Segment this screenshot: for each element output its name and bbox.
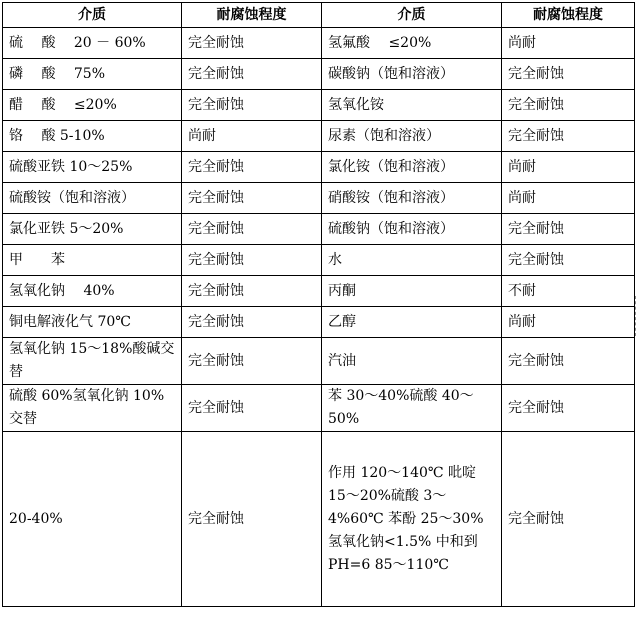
- resistance-cell: 完全耐蚀: [502, 245, 635, 276]
- header-medium-2: 介质: [322, 3, 502, 28]
- resistance-cell: 完全耐蚀: [502, 385, 635, 432]
- medium-cell: 20-40%: [3, 432, 182, 607]
- medium-cell: 氢氧化铵: [322, 90, 502, 121]
- resistance-cell: 尚耐: [182, 121, 322, 152]
- resistance-cell: 完全耐蚀: [502, 90, 635, 121]
- medium-cell: 硝酸铵（饱和溶液）: [322, 183, 502, 214]
- resistance-cell: 完全耐蚀: [502, 338, 635, 385]
- table-row: [3, 183, 635, 214]
- resistance-cell: 完全耐蚀: [182, 276, 322, 307]
- resistance-cell: 尚耐: [502, 28, 635, 59]
- resistance-cell: 完全耐蚀: [502, 432, 635, 607]
- medium-cell: 作用 120～140℃ 吡啶 15～20%硫酸 3～4%60℃ 苯酚 25～30%氢氧化钠<1.5% 中和到 PH=6 85～110℃: [322, 432, 502, 607]
- resistance-cell: 完全耐蚀: [502, 121, 635, 152]
- resistance-cell: 完全耐蚀: [182, 90, 322, 121]
- table-row: [3, 59, 635, 90]
- medium-cell: 铜电解液化气 70℃: [3, 307, 182, 338]
- header-row: [3, 3, 635, 28]
- medium-cell: 汽油: [322, 338, 502, 385]
- resistance-cell: 完全耐蚀: [182, 28, 322, 59]
- table-row: [3, 245, 635, 276]
- table-row: [3, 152, 635, 183]
- table-row: [3, 28, 635, 59]
- header-resistance-2: 耐腐蚀程度: [502, 3, 635, 28]
- medium-cell: 氢氧化钠 40%: [3, 276, 182, 307]
- header-medium-1: 介质: [3, 3, 182, 28]
- resistance-cell: 尚耐: [502, 183, 635, 214]
- medium-cell: 碳酸钠（饱和溶液）: [322, 59, 502, 90]
- medium-cell: 尿素（饱和溶液）: [322, 121, 502, 152]
- medium-cell: 铬 酸 5-10%: [3, 121, 182, 152]
- corrosion-resistance-table: [2, 2, 635, 607]
- table-row: [3, 214, 635, 245]
- resistance-cell: 完全耐蚀: [182, 214, 322, 245]
- table-row: [3, 432, 635, 607]
- medium-cell: 氯化铵（饱和溶液）: [322, 152, 502, 183]
- resistance-cell: 完全耐蚀: [182, 183, 322, 214]
- medium-cell: 甲 苯: [3, 245, 182, 276]
- resistance-cell: 尚耐: [502, 152, 635, 183]
- header-resistance-1: 耐腐蚀程度: [182, 3, 322, 28]
- resistance-cell: 完全耐蚀: [182, 432, 322, 607]
- medium-cell: 硫酸 60%氢氧化钠 10%交替: [3, 385, 182, 432]
- medium-cell: 水: [322, 245, 502, 276]
- medium-cell: 乙醇: [322, 307, 502, 338]
- table-row: [3, 338, 635, 385]
- table-row: [3, 307, 635, 338]
- medium-cell: 硫酸亚铁 10～25%: [3, 152, 182, 183]
- resistance-cell: 完全耐蚀: [182, 307, 322, 338]
- resistance-cell: 完全耐蚀: [502, 59, 635, 90]
- table-row: [3, 385, 635, 432]
- table-row: [3, 90, 635, 121]
- medium-cell: 硫 酸 20 － 60%: [3, 28, 182, 59]
- resistance-cell: 完全耐蚀: [502, 214, 635, 245]
- resistance-cell: 完全耐蚀: [182, 338, 322, 385]
- table-row: [3, 276, 635, 307]
- medium-cell: 醋 酸 ≤20%: [3, 90, 182, 121]
- medium-cell: 氯化亚铁 5～20%: [3, 214, 182, 245]
- resistance-cell: 不耐: [502, 276, 635, 307]
- medium-cell: 硫酸铵（饱和溶液）: [3, 183, 182, 214]
- medium-cell: 硫酸钠（饱和溶液）: [322, 214, 502, 245]
- medium-cell: 氢氧化钠 15～18%酸碱交替: [3, 338, 182, 385]
- resistance-cell: 完全耐蚀: [182, 245, 322, 276]
- medium-cell: 丙酮: [322, 276, 502, 307]
- resistance-cell: 尚耐: [502, 307, 635, 338]
- resistance-cell: 完全耐蚀: [182, 385, 322, 432]
- resistance-cell: 完全耐蚀: [182, 59, 322, 90]
- medium-cell: 氢氟酸 ≤20%: [322, 28, 502, 59]
- table-row: [3, 121, 635, 152]
- medium-cell: 磷 酸 75%: [3, 59, 182, 90]
- scrollbar-marker: [635, 296, 640, 336]
- medium-cell: 苯 30～40%硫酸 40～50%: [322, 385, 502, 432]
- resistance-cell: 完全耐蚀: [182, 152, 322, 183]
